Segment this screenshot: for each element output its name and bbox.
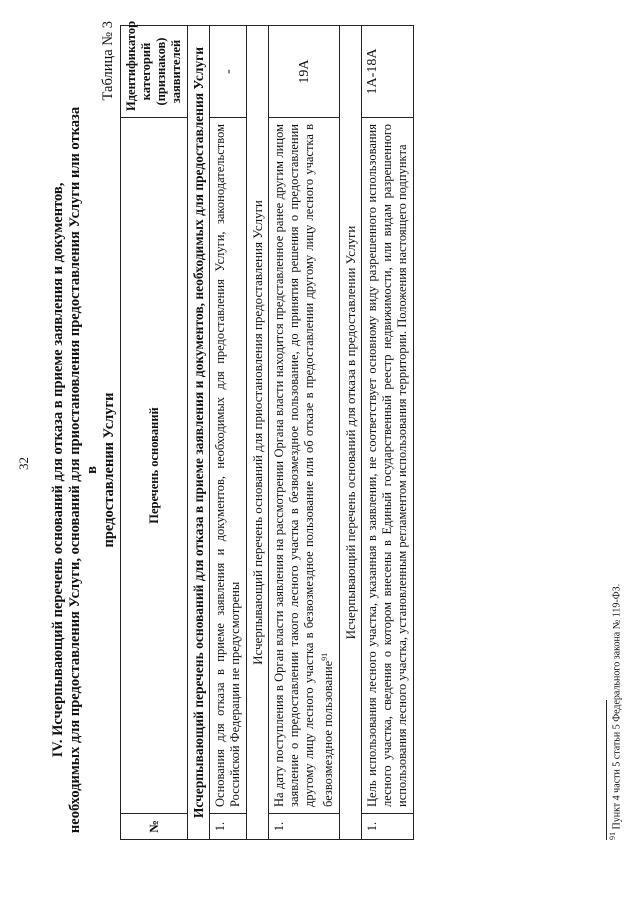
header-category: Идентификатор категорий (признаков) заявителей bbox=[121, 26, 188, 118]
table-row bbox=[210, 26, 247, 840]
header-number: № bbox=[121, 814, 188, 840]
rotated-sheet bbox=[10, 15, 630, 895]
section-1-title-row bbox=[188, 26, 210, 840]
footnote bbox=[608, 584, 622, 840]
table-row bbox=[362, 26, 414, 840]
heading-line-3: предоставлении Услуги bbox=[101, 392, 117, 548]
heading-line-1: IV. Исчерпывающий перечень оснований для отказа в приеме заявления и документов, bbox=[50, 182, 66, 758]
header-basis: Перечень оснований bbox=[121, 118, 188, 814]
table-header-row bbox=[121, 26, 188, 840]
table-row bbox=[269, 26, 340, 840]
section-3-title: Исчерпывающий перечень оснований для отказа в предоставлении Услуги bbox=[340, 26, 362, 840]
heading-line-2: необходимых для предоставления Услуги, оснований для приостановления предоставления Услуги или отказа в bbox=[67, 106, 100, 834]
footnote-text: Пункт 4 части 5 статьи 5 Федерального закона № 119-ФЗ. bbox=[611, 583, 623, 830]
row-number: 1. bbox=[362, 814, 414, 840]
row-basis-cell bbox=[269, 118, 340, 814]
footnote-divider bbox=[606, 700, 607, 840]
row-category-id: - bbox=[210, 26, 247, 118]
row-basis-text: На дату поступления в Орган власти заявления на рассмотрении Органа власти находится представленное ранее другим лицом заявление о предоставлении такого лесного участка в безвозмездное пользование, до принятия решения о предоставлении другому лицу лесного участка в безвозмездное пользование или об отказе в предоставлении другому лицу лесного участка в безвозмездное пользование bbox=[272, 124, 336, 807]
page-number: 32 bbox=[16, 457, 31, 470]
row-number: 1. bbox=[210, 814, 247, 840]
section-2-title: Исчерпывающий перечень оснований для приостановления предоставления Услуги bbox=[247, 26, 269, 840]
section-2-title-row bbox=[247, 26, 269, 840]
row-basis-text: Основания для отказа в приеме заявления и документов, необходимых для предоставления Услуги, законодательством Российской Федерации не предусмотрены bbox=[210, 118, 247, 814]
footnote-marker: 91 bbox=[608, 832, 617, 840]
section-3-title-row bbox=[340, 26, 362, 840]
section-1-title: Исчерпывающий перечень оснований для отказа в приеме заявления и документов, необходимых для предоставления Услуги bbox=[188, 26, 210, 840]
table-caption: Таблица № 3 bbox=[100, 21, 116, 101]
footnote-reference: 91 bbox=[320, 652, 329, 661]
row-category-id: 19А bbox=[269, 26, 340, 118]
row-basis-text: Цель использования лесного участка, указанная в заявлении, не соответствует основному виду разрешенного использования лесного участка, сведения о котором внесены в Единый государственный реестр недвижимости, или видам разрешенного использования лесного участка, установленным регламентом использования территории. Положения настоящего подпункта bbox=[362, 118, 414, 814]
section-heading bbox=[50, 105, 118, 835]
row-number: 1. bbox=[269, 814, 340, 840]
grounds-table bbox=[120, 20, 414, 840]
row-category-id: 1А-18А bbox=[362, 26, 414, 118]
